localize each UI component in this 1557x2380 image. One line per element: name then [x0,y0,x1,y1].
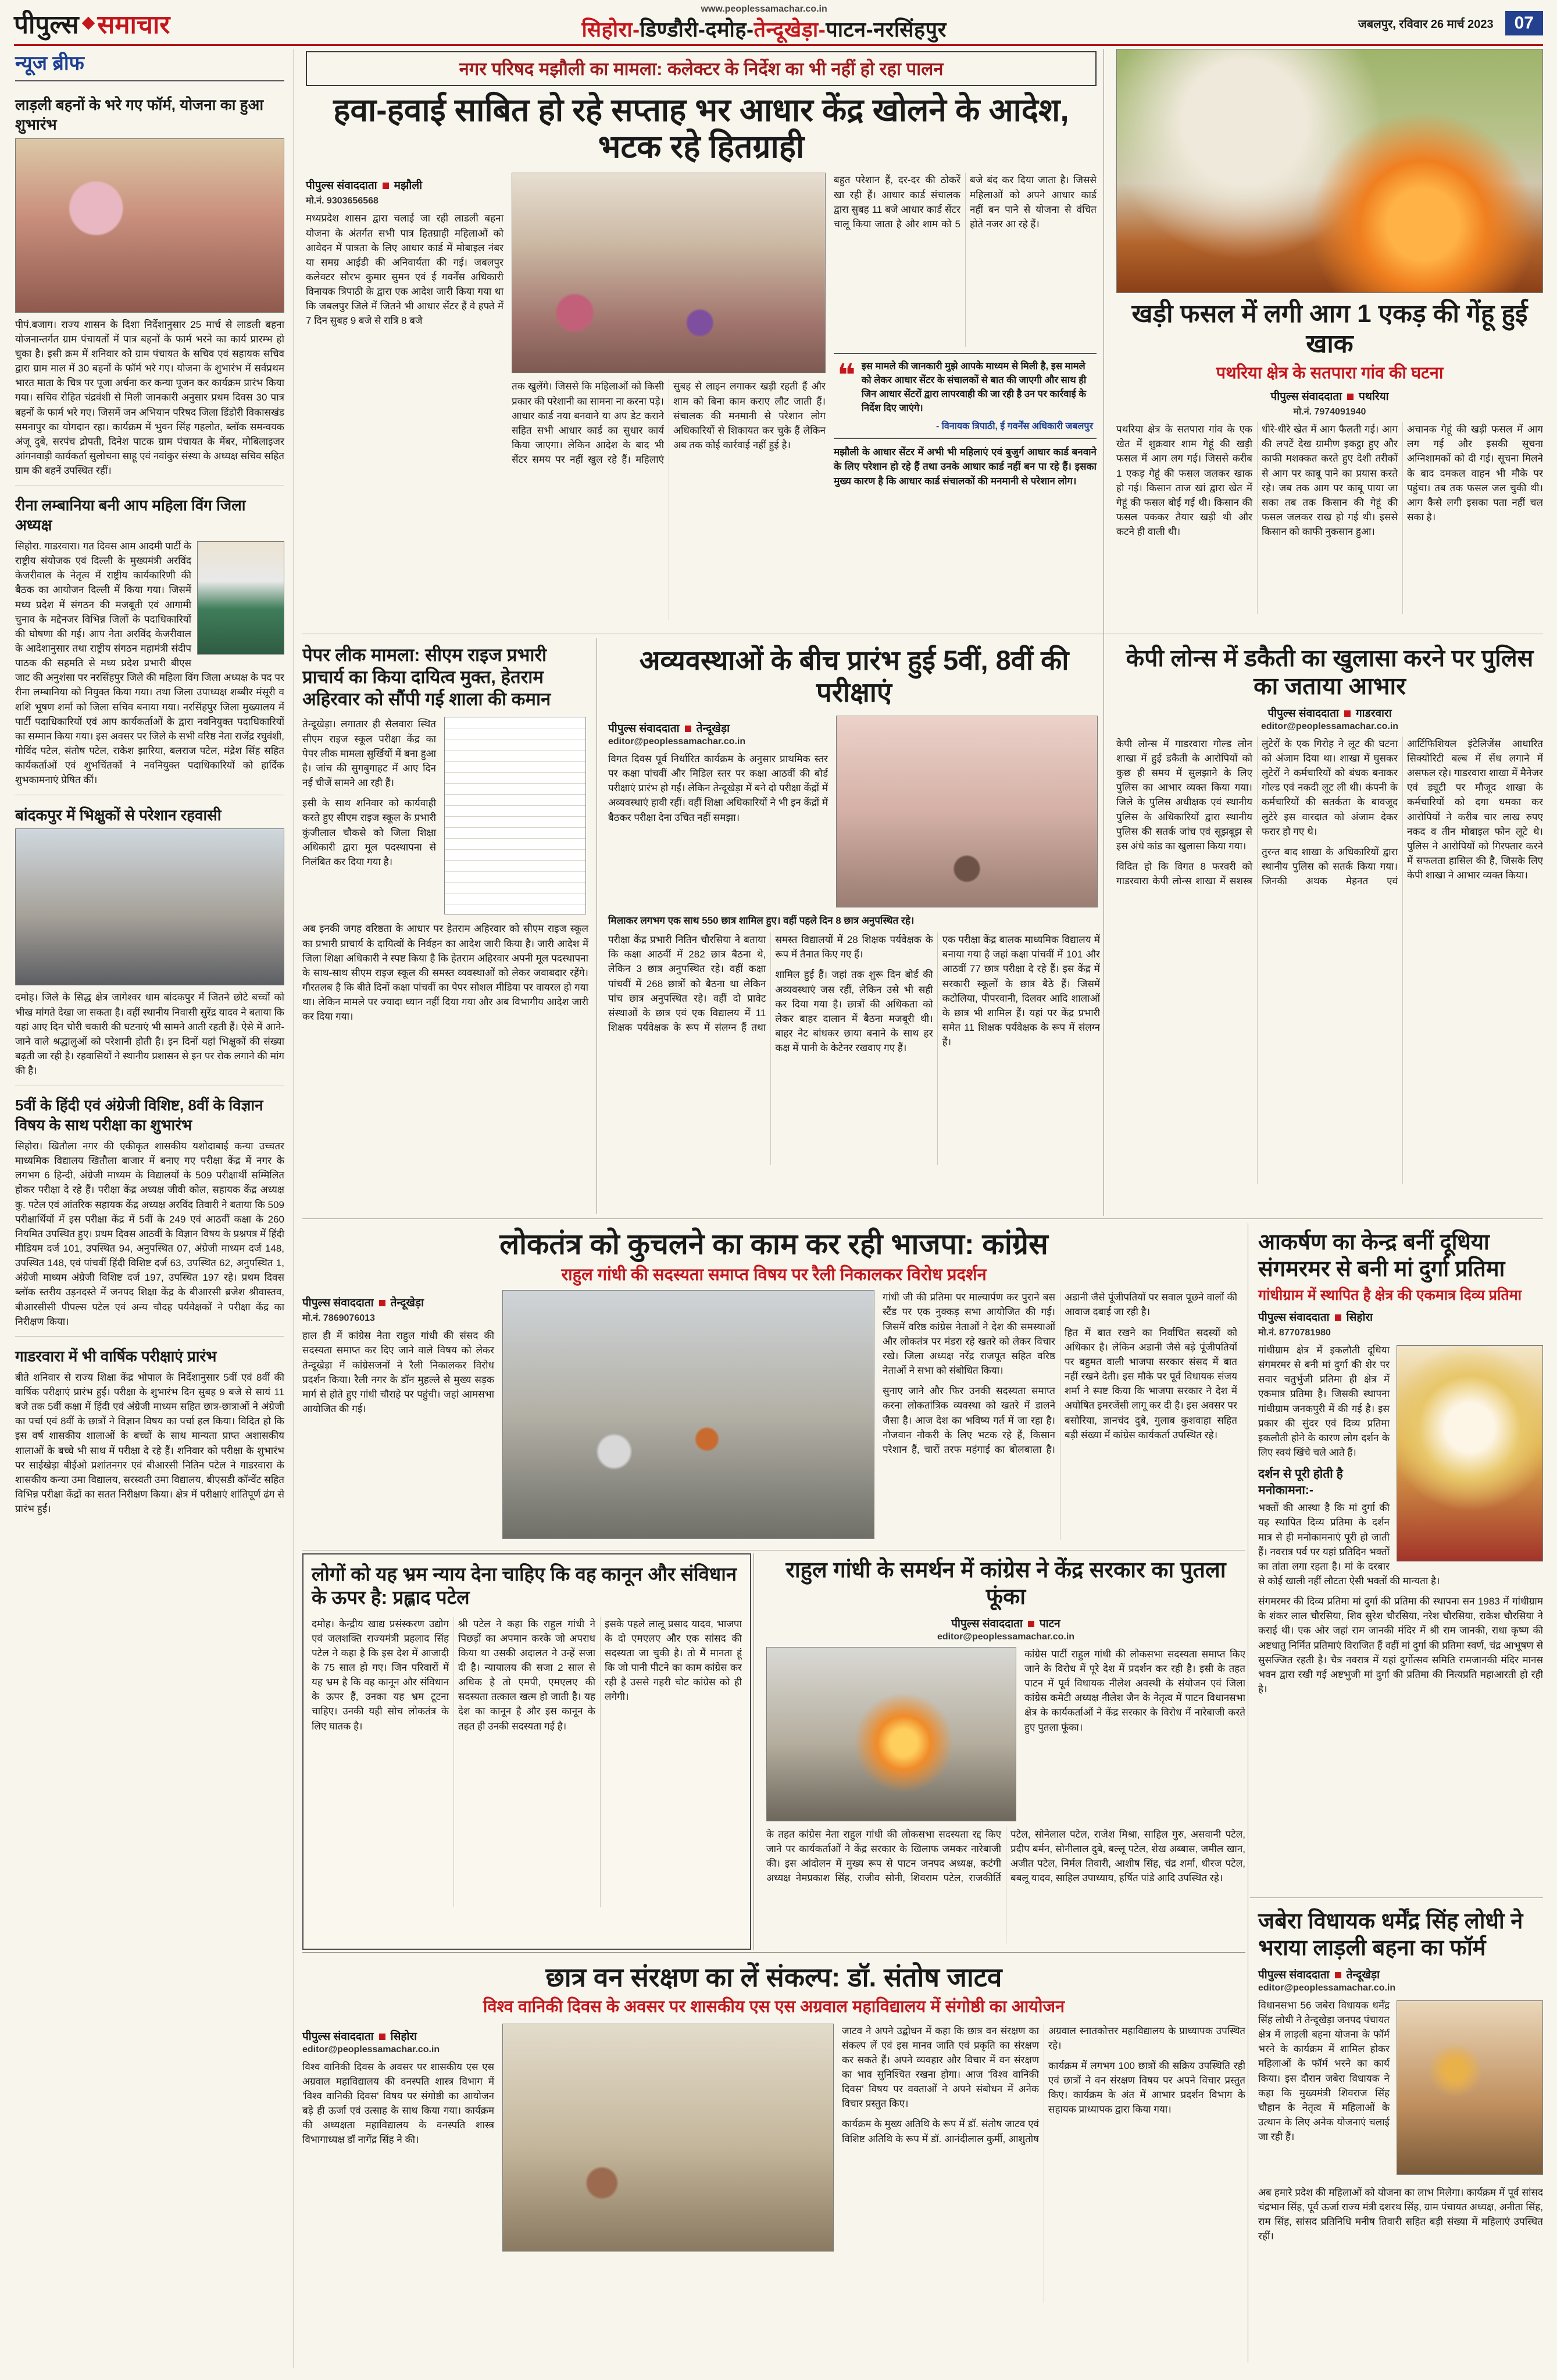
body-text: बीते शनिवार से राज्य शिक्षा केंद्र भोपाल के निर्देशानुसार 5वीं एवं 8वीं की वार्षिक परीक्षाएं प्रारंभ हुईं। परीक्षा के शुभारंभ दिन सुबह 9 बजे से सायं 11 बजे तक 5वीं कक्षा में हिंदी एवं अंग्रेजी माध्यम सहित छात्र-छात्राओं ने अंग्रेजी का पर्चा एवं 8वीं के छात्रों ने विज्ञान विषय का पर्चा हल किया। विदित हो कि इस वर्ष शासकीय शालाओं के बच्चों के साथ मान्यता प्राप्त अशासकीय शालाओं के बच्चे भी साथ में परीक्षा दे रहे हैं। शनिवार को परीक्षा के शुभारंभ पर साईखेड़ा बीईओ प्रशांतनगर एवं बीआरसी नितिन पटेल ने गाडरवारा के शासकीय कन्या उमा विद्यालय, सरस्वती उमा विद्यालय, बीएसडी कॉन्वेंट सहित विभिन्न परीक्षा केंद्रों का सतत निरीक्षण किया। क्षेत्र में परीक्षाएं शांतिपूर्ण ढंग से प्रारंभ हुईं। [15,1371,284,1515]
fire-headline: खड़ी फसल में लगी आग 1 एकड़ की गेंहू हुई खाक [1131,299,1528,358]
byline-location: गाडरवारा [1355,707,1392,720]
fire-body [1116,422,1543,614]
body-text: इसी के साथ शनिवार को कार्यवाही करते हुए सीएम राइज स्कूल के प्रभारी कुंजीलाल चौकसे को जिला शिक्षा अधिकारी द्वारा मूल पदस्थापना से निलंबित कर दिया गया है। [302,798,436,867]
durga-headline: आकर्षण का केन्द्र बनीं दूधिया संगमरमर से बनी मां दुर्गा प्रतिमा [1258,1230,1505,1282]
section-title: न्यूज ब्रीफ [15,49,284,81]
byline-location: सिहोरा [1346,1311,1373,1324]
logo-text-second: समाचार [97,10,170,39]
body-text: भक्तों की आस्था है कि मां दुर्गा की यह स्थापित दिव्य प्रतिमा के दर्शन मात्र से ही मनोकामनाएं पूरी हो जाती हैं। नवरात्र पर्व पर यहां प्रतिदिन भक्तों का तांता लगा रहता है। मां के दरबार से कोई खाली नहीं लौटता ऐसी भक्तों की मान्यता है। [1258,1502,1440,1586]
brief-headline: गाडरवारा में भी वार्षिक परीक्षाएं प्रारंभ [15,1347,217,1365]
body-text: श्री पटेल ने कहा कि राहुल गांधी ने पिछड़ों का अपमान करके जो अपराध किया था उसकी अदालत ने उन्हें सजा दी है। न्यायालय की सजा 2 साल से अधिक है तो एमपी, एमएलए की सदस्यता तत्काल खत्म हो जाती है। यह देश का कानून है और इस कानून के तहत ही उनकी सदस्यता गई है। [458,1618,595,1732]
body-text: दमोह। जिले के सिद्ध क्षेत्र जागेश्वर धाम बांदकपुर में जितने छोटे बच्चों को भीख मांगते देखा जा सकता है। वहीं स्थानीय निवासी सुरेंद्र यादव ने बताया कि यहां आए दिन चोरी चकारी की घटनाएं भी सामने आती रहती हैं। ऐसे में आने-जाने वाले श्रद्धालुओं को परेशानी होती है। इन दिनों यहां भिक्षुकों की संख्या बढ़ती जा रही है। रहवासियों ने स्थानीय प्रशासन से इन पर रोक लगाने की मांग की है। [15,992,284,1077]
body-text: विदित हो कि विगत 8 फरवरी को गाडरवारा केपी लोन्स शाखा में सशस्त्र लुटेरों के एक गिरोह ने लूट की घटना को अंजाम दिया था। शाखा में घुसकर लुटेरों ने कर्मचारियों को बंधक बनाकर गोल्ड एवं नकदी लूट ली थी। कंपनी के कर्मचारियों की सतर्कता के बावजूद लुटेरे इस वारदात को अंजाम देकर फरार हो गए थे। [1116,738,1398,887]
photo-suspension-order-letter [444,717,586,914]
brief-headline: रीना लम्बानिया बनी आप महिला विंग जिला अध्यक्ष [15,496,246,534]
byline-location: तेन्दूखेड़ा [1346,1968,1380,1981]
location-label: नरसिंहपुर [873,17,947,41]
newspaper-logo [14,6,170,41]
brief-article-bandakpur [15,795,284,1086]
lead-under-photo-text [512,379,826,620]
lead-headline: हवा-हवाई साबित हो रहे सप्ताह भर आधार केंद्र खोलने के आदेश, भटक रहे हितग्राही [333,92,1069,165]
body-text: पीपं.बजाग। राज्य शासन के दिशा निर्देशानुसार 25 मार्च से लाडली बहना योजनान्तर्गत ग्राम पंचायतों में पात्र बहनों के फार्म भरने का कार्य प्रारम्भ हो चुका है। इसी क्रम में शनिवार को ग्राम पंचायत के सचिव एवं सहायक सचिव द्वारा ग्राम माल में 30 बहनों के फॉर्म भरे गए। योजना के शुभारंभ में सर्वप्रथम भारत माता के चित्र पर पूजा अर्चना कर कन्या पूजन कर कार्यक्रम प्रारंभ किया गया। सचिव रोहित चंद्रवंशी से मिली जानकारी अनुसार प्रथम दिवस 30 पात्र बहनों के फार्म भरे गए। जिसमें जन अभियान परिषद जिला डिंडोरी विकासखंड समनापुर का योगदान रहा। कार्यक्रम में भुवन सिंह गहलोत, ब्लॉक समन्वयक अंजू दुबे, सरपंच द्रोपती, दिनेश पाटक ग्राम पंचायत के मेंबर, मोबिलाइजर आंगनवाड़ी कार्यकर्ता सुलोचना साहू एवं नवांकुर संस्था के अध्यक्ष सचिव सहित ग्राम की बहनें उपस्थित रहीं। [15,319,284,477]
byline [1116,388,1543,403]
byline [1258,1967,1543,1982]
democracy-col-1 [302,1290,494,1540]
exams-body [608,932,1100,1165]
logo-text-first: पीपुल्स [14,10,79,39]
byline [766,1616,1245,1631]
body-text: संगमरमर की दिव्य प्रतिमा मां दुर्गा की प्रतिमा की स्थापना सन 1983 में गांधीग्राम के शंकर लाल चौरसिया, शिव सुरेश चौरसिया, नरेश चौरसिया, राकेश चौरसिया ने कराई थी। एक ओर जहां राम जानकी मंदिर में श्री राम जानकी, राधा कृष्ण की अष्टधातु निर्मित प्रतिमाएं विराजित हैं वहीं मां दुर्गा की प्रतिमा स्वर्ण, चंद्र आभूषण से सुसज्जित रहती है। चैत्र नवरात्र में यहां दुर्गोत्सव समिति रामजानकी मंदिर मानस भवन द्वारा रखी गई अष्टभुजी मां दुर्गा की प्रतिमा की नित्यप्रति महाआरती हो रही है। [1258,1596,1543,1695]
effigy-headline: राहुल गांधी के समर्थन में कांग्रेस ने केंद्र सरकार का पुतला फूंका [785,1558,1226,1610]
paperleak-headline: पेपर लीक मामला: सीएम राइज प्रभारी प्राचार्य का किया दायित्व मुक्त, हेतराम अहिरवार को सौंपी गई शाला की कमान [302,645,551,709]
durga-body-top [1258,1343,1543,1588]
photo-aadhaar-center-crowd [512,173,826,373]
durga-idol-article [1250,1223,1543,1896]
body-text: कार्यक्रम के मुख्य अतिथि के रूप में डॉ. संतोष जाटव एवं विशिष्ट अतिथि के रूप में डॉ. आनंदीलाल कुर्मी, आशुतोष अग्रवाल स्नातकोत्तर महाविद्यालय के प्राध्यापक उपस्थित रहे। [842,2025,1245,2145]
photo-effigy-burning [766,1647,1016,1821]
fire-subhead: पथरिया क्षेत्र के सतपारा गांव की घटना [1216,363,1444,383]
byline-reporter: पीपुल्स संवाददाता [1267,707,1339,720]
divider [1250,1897,1543,1898]
masthead-divider [14,44,1543,46]
kp-loans-article [1108,638,1543,1215]
quote-icon: ❝ [837,358,856,394]
byline-square-icon [1335,1314,1341,1321]
byline-contact: मो.नं. 7974091940 [1293,407,1366,417]
durga-inset-title: दर्शन से पूरी होती है मनोकामना:- [1258,1467,1343,1498]
byline-reporter: पीपुल्स संवाददाता [306,180,377,192]
body-text: विधानसभा 56 जबेरा विधायक धर्मेंद्र सिंह लोधी ने तेन्दूखेड़ा जनपद पंचायत क्षेत्र में लाड़ली बहना योजना के फॉर्म भरने के कार्यक्रम में शामिल होकर महिलाओं के फॉर्म भरने का कार्य किया। इस दौरान जबेरा विधायक ने कहा कि मुख्यमंत्री शिवराज सिंह चौहान के नेतृत्व में महिलाओं के उत्थान के लिए अनेक योजनाएं चलाई जा रही हैं। [1258,1999,1390,2143]
byline-square-icon [1344,710,1351,717]
divider [753,1553,754,1950]
forest-headline: छात्र वन संरक्षण का लें संकल्प: डॉ. संतोष जाटव [545,1962,1002,1992]
logo-mark-icon [81,17,95,30]
byline-reporter: पीपुल्स संवाददाता [302,2030,374,2043]
body-text: बहुत परेशान हैं, दर-दर की ठोकरें खा रही हैं। आधार कार्ड संचालक द्वारा सुबह 11 बजे आधार कार्ड सेंटर चालू किया जाता है और शाम को 5 बजे बंद कर दिया जाता है। जिससे महिलाओं को अपने आधार कार्ड नहीं बन पाने से योजना से वंचित होते नजर आ रहे हैं। [834,174,1097,230]
body-text: अचानक गेहूं की खड़ी फसल में आग लग गई और इसकी सूचना अग्निशामकों को दी गई। सूचना मिलने के बाद दमकल वाहन भी मौके पर पहुंचा। तब तक फसल जल चुकी थी। आग कैसे लगी इसका पता नहीं चल सका है। [1407,424,1543,523]
fire-article [1108,49,1543,631]
patel-body [312,1617,742,1907]
body-text: विगत दिवस पूर्व निर्धारित कार्यक्रम के अनुसार प्राथमिक स्तर पर कक्षा पांचवीं और मिडिल स्तर पर कक्षा आठवीं की बोर्ड परीक्षाएं प्रारंभ हो गईं। लेकिन तेन्दूखेड़ा में बने दो परीक्षा केंद्रों में अव्यवस्थाएं हावी रहीं। वहीं शिक्षा अधिकारियों ने भी इन केंद्रों में बैठकर परीक्षा देना उचित नहीं समझा। [608,753,828,823]
body-text: एक परीक्षा केंद्र बालक माध्यमिक विद्यालय में बनाया गया है जहां कक्षा पांचवीं में 101 और आठवीं 77 छात्र परीक्षा दे रहे हैं। इस केंद्र में सरकारी स्कूलों के छात्र बैठे हैं। जिसमें कटोलिया, पीपरवानी, दिलवर आदि शालाओं के छात्र भी शामिल हैं। यहां पर केंद्र प्रभारी समेत 11 शिक्षक पर्यवेक्षक के रूप में संलग्न हैं। [942,934,1100,1048]
byline-location: पाटन [1039,1617,1060,1630]
masthead-center [181,4,1347,43]
byline-location: सिहोरा [390,2030,417,2043]
durga-subhead: गांधीग्राम में स्थापित है क्षेत्र की एकमात्र दिव्य प्रतिमा [1258,1287,1522,1303]
democracy-subhead: राहुल गांधी की सदस्यता समाप्त विषय पर रैली निकालकर विरोध प्रदर्शन [561,1266,987,1284]
body-text: गांधी जी की प्रतिमा पर माल्यार्पण कर पुराने बस स्टैंड पर एक नुक्कड़ सभा आयोजित की गई। जिसमें वरिष्ठ कांग्रेस नेताओं ने देश की समस्याओं और लोकतंत्र पर मंडरा रहे खतरे को लेकर विचार रखे। जिला अध्यक्ष नरेंद्र राजपूत सहित वरिष्ठ नेताओं ने सभा को संबोधित किया। [883,1292,1055,1377]
body-text: गांधीग्राम क्षेत्र में इकलौती दूधिया संगमरमर से बनी मां दुर्गा की शेर पर सवार चतुर्भुजी प्रतिमा ही क्षेत्र में एकमात्र प्रतिमा है। जिसकी स्थापना गांधीग्राम जनकपुरी में की गई है। इस प्रकार की सुंदर एवं दिव्य प्रतिमा इकलौती होने के कारण लोग दर्शन के लिए स्वयं खिंचे चले आते हैं। [1258,1344,1390,1459]
news-brief-column [14,49,294,2368]
body-text: सुनाए जाने और फिर उनकी सदस्यता समाप्त करना लोकतांत्रिक व्यवस्था को खतरे में डालने जैसा है। आज देश का भविष्य गर्त में जा रहा है। नौजवान नौकरी के लिए भटक रहे हैं, किसान परेशान हैं, चारों तरफ महंगाई का बोलबाला है। अडानी जैसे पूंजीपतियों पर सवाल पूछने वालों की आवाज दबाई जा रही है। [883,1292,1237,1455]
body-text: कांग्रेस पार्टी राहुल गांधी की लोकसभा सदस्यता समाप्त किए जाने के विरोध में पूरे देश में प्रदर्शन कर रही है। इसी के तहत पाटन में पूर्व विधायक नीलेश अवस्थी के संयोजन एवं जिला कांग्रेस कमेटी अध्यक्ष नीलेश जैन के नेतृत्व में पाटन विधानसभा क्षेत्र के कार्यकर्ताओं ने केंद्र सरकार के विरोध में नारेबाजी करते हुए पुतला फूंका। [1024,1648,1245,1733]
website-url: www.peoplessamachar.co.in [701,3,827,14]
body-text: तुरन्त बाद शाखा के अधिकारियों द्वारा स्थानीय पुलिस को सतर्क किया गया। जिनकी अथक मेहनत एवं आर्टिफिशियल इंटेलिजेंस आधारित सिक्योरिटी बल्ब में सेंध लगाने में असफल रहे। गाडरवारा शाखा में मैनेजर एवं ड्यूटी पर मौजूद शाखा के कर्मचारियों को दगा धमका कर आरोपियों ने करीब चार लाख रुपए नकद व तीन मोबाइल फोन लूटे थे। पुलिस ने आरोपियों को गिरफ्तार करने में सफलता हासिल की है, जिसके लिए केपी शाखा ने आभार व्यक्त किया। [1262,738,1543,887]
divider [302,1952,1245,1953]
byline-contact: editor@peoplessamachar.co.in [1260,721,1399,731]
official-quote-box [834,353,1097,439]
byline-contact: editor@peoplessamachar.co.in [608,736,746,746]
byline-reporter: पीपुल्स संवाददाता [951,1617,1023,1630]
photo-congress-rally [502,1290,874,1539]
byline [302,1295,494,1310]
body-text: सिहोरा. गाडरवारा। गत दिवस आम आदमी पार्टी के राष्ट्रीय संयोजक एवं दिल्ली के मुख्यमंत्री अरविंद केजरीवाल के नेतृत्व में राष्ट्रीय कार्यकारिणी की बैठक का आयोजन दिल्ली में किया गया। जिसमें मध्य प्रदेश में संगठन की मजबूती एवं आगामी चुनाव के मद्देनजर विभिन्न जिलों के पदाधिकारियों की घोषणा की गई। आप नेता अरविंद केजरीवाल के आदेशानुसार तथा राष्ट्रीय संगठन महामंत्री संदीप पाठक की सहमति से मध्य प्रदेश प्रभारी बीएस जाट की अनुशंसा पर नरसिंहपुर जिले की महिला विंग जिला अध्यक्ष के पद पर रीना लम्बानिया को नियुक्त किया गया। तथा जिला उपाध्यक्ष शब्बीर मंसूरी व शशि भूषण शर्मा को जिला सचिव बनाया गया। नरसिंहपुर जिला मुख्यालय में पार्टी पदाधिकारियों एवं आप कार्यकर्ताओं के द्वारा नवनियुक्त पदाधिकारियों का सम्मान किया गया। इस अवसर पर जिले के सभी वरिष्ठ नेता राजेंद्र रघुवंशी, गोविंद पटेल, संतोष पटेल, राकेश झारिया, बलराज पटेल, मंद्रेश सिंह सहित कार्यकर्ताओं एवं शुभचिंतकों ने नवनियुक्त पदाधिकारियों को हार्दिक शुभकामनाएं प्रेषित कीं। [15,540,284,786]
byline-reporter: पीपुल्स संवाददाता [1270,391,1342,403]
photo-bandakpur-street [15,828,284,985]
byline-square-icon [1028,1621,1034,1627]
exams-article [600,638,1100,1215]
byline [608,720,828,735]
photo-ladli-form-event [15,138,284,313]
body-text: मझौली के आधार सेंटर में अभी भी महिलाएं एवं बुजुर्ग आधार कार्ड बनवाने के लिए परेशान हो रहे हैं तथा उनके आधार कार्ड नहीं बन पा रहे हैं। इसका मुख्य कारण है कि आधार कार्ड संचालकों की मनमानी से परेशान लोग। [834,446,1097,487]
quote-text: इस मामले की जानकारी मुझे आपके माध्यम से मिली है, इस मामले को लेकर आधार सेंटर के संचालकों से बात की जाएगी और साथ ही जिन आधार सेंटरों द्वारा लापरवाही की जा रही है उन पर कार्रवाई के निर्देश दिए जाएंगे। [861,361,1087,414]
lead-photo-column [512,173,826,620]
patel-headline: लोगों को यह भ्रम न्याय देना चाहिए कि वह कानून और संविधान के ऊपर है: प्रह्लाद पटेल [312,1563,737,1609]
exams-col-1 [608,716,828,907]
photo-jabera-form-filling [1397,2000,1543,2175]
byline [1258,1309,1543,1324]
democracy-right-text [883,1290,1237,1540]
body-text: तेन्दूखेड़ा। लगातार ही सैलवारा स्थित सीएम राइज स्कूल परीक्षा केंद्र का पेपर लीक मामला सुर्खियों में बना हुआ है। जांच की सुगबुगाहट में आए दिन नई चीजें सामने आ रही हैं। [302,719,436,789]
location-label: डिण्डौरी- [640,17,706,41]
democracy-rally-article [302,1223,1245,1549]
body-text: कार्यक्रम में लगभग 100 छात्रों की सक्रिय उपस्थिति रही एवं छात्रों ने वन संरक्षण विषय पर अपने विचार प्रस्तुत किए। कार्यक्रम के अंत में आभार प्रदर्शन विभाग के सहायक प्राध्यापक द्वारा किया गया। [1048,2060,1245,2115]
divider [302,1218,1543,1219]
patel-statement-article [302,1553,751,1950]
photo-exam-hall [836,716,1098,907]
byline-location: मझौली [394,180,423,192]
body-text: पथरिया क्षेत्र के सतपारा गांव के एक खेत में शुक्रवार शाम गेहूं की खड़ी फसल में आग लग गई। जिससे करीब 1 एकड़ गेहूं की फसल जलकर खाक हो गई। किसान ताज खां द्वारा खेत में गेहूं की फसल बोई गई थी। किसान की फसल पककर तैयार खड़ी थी और कटने ही वाली थी। [1116,424,1252,538]
body-text: हाल ही में कांग्रेस नेता राहुल गांधी की संसद की सदस्यता समाप्त कर दिए जाने वाले विषय को लेकर तेन्दूखेड़ा में कांग्रेसजनों ने रैली निकालकर विरोध प्रदर्शन किया। रैली नगर के डॉन मुहल्ले से मुख्य सड़क मार्ग से होते हुए गांधी चौराहे पर पहुंची। जहां आमसभा आयोजित की गई। [302,1330,494,1415]
byline-contact: मो.नं. 8770781980 [1258,1327,1331,1338]
forest-right-text [842,2024,1245,2303]
paper-leak-article [302,638,592,1215]
byline [306,177,503,192]
effigy-body [766,1827,1245,1943]
byline-square-icon [685,726,691,732]
body-text: परीक्षा केंद्र प्रभारी नितिन चौरसिया ने बताया कि कक्षा आठवीं में 282 छात्र बैठना थे, लेकिन 3 छात्र अनुपस्थित रहे। वहीं कक्षा पांचवीं में 268 छात्रों को बैठना था लेकिन पांच छात्र अनुपस्थित रहे। वहीं दो प्रावेट संस्थाओं के छात्र एवं एक विद्यालय में 11 शिक्षक पर्यवेक्षक के रूप में संलग्न हैं तथा समस्त विद्यालयों में 28 शिक्षक पर्यवेक्षक के रूप में तैनात किए गए हैं। [608,934,933,1033]
effigy-article [758,1553,1245,1950]
brief-article-gadarwara-exam [15,1336,284,1523]
jabera-body-top [1258,1998,1543,2179]
jabera-headline: जबेरा विधायक धर्मेंद्र सिंह लोधी ने भराया लाड़ली बहना का फॉर्म [1258,1909,1523,1961]
democracy-headline: लोकतंत्र को कुचलने का काम कर रही भाजपा: कांग्रेस [499,1228,1048,1260]
brief-headline: लाड़ली बहनों के भरे गए फॉर्म, योजना का हुआ शुभारंभ [15,96,264,133]
byline-square-icon [379,1300,385,1306]
byline-contact: editor@peoplessamachar.co.in [302,2044,440,2054]
body-text: दमोह। केन्द्रीय खाद्य प्रसंस्करण उद्योग एवं जलशक्ति राज्यमंत्री प्रहलाद सिंह पटेल ने कहा है कि इस देश में आजादी के 75 साल हो गए। जिन परिवारों में यह भ्रम है कि वह कानून और संविधान के ऊपर हैं, उनका यह भ्रम टूटना चाहिए। उनकी यही सोच लोकतंत्र के लिए घातक है। [312,1618,449,1732]
byline [1116,705,1543,720]
forest-col-1 [302,2024,494,2303]
byline-square-icon [1335,1972,1341,1978]
body-text: शामिल हुई हैं। जहां तक शुरू दिन बोर्ड की अव्यवस्थाएं जस रहीं, लेकिन उसे भी सही कर दिया गया है। छात्रों की अधिकता को लेकर बाहर दालान में बैठना मजबूरी थी। बाहर नेट बांधकर छाया बनाने के साथ हर कक्ष में पानी के केटेनर रखवाए गए हैं। [775,969,933,1054]
lead-col-1 [306,173,503,620]
photo-reena-portrait [197,541,284,655]
location-label: सिहोरा- [581,17,640,41]
body-text: तक खुलेंगे। जिससे कि महिलाओं को किसी प्रकार की परेशानी का सामना ना करना पड़े। आधार कार्ड नया बनवाने या अप डेट कराने सहित सभी आधार कार्ड का सुधार कार्य किया जाएगा। लेकिन आदेश के बाद भी सेंटर समय पर नहीं खुल रहे हैं। महिलाएं सुबह से लाइन लगाकर खड़ी रहती हैं और शाम को बिना काम कराए लौट जाती हैं। संचालक की मनमानी से परेशान लोग अधिकारियों से शिकायत कर चुके हैं लेकिन अब तक कोई कार्रवाई नहीं हुई है। [512,381,826,466]
body-text: केपी लोन्स में गाडरवारा गोल्ड लोन शाखा में हुई डकैती के आरोपियों को कुछ ही समय में सुलझाने के लिए पुलिस का आभार व्यक्त किया गया। जिले के पुलिस अधीक्षक एवं स्थानीय पुलिस के अधिकारियों द्वारा स्थानीय पुलिस की सतर्क जांच एवं सूझबूझ से इस अंधे कांड का खुलासा किया गया। [1116,738,1252,852]
body-text: हित में बात रखने का निर्वाचित सदस्यों को अधिकार है। लेकिन अडानी जैसे बड़े पूंजीपतियों पर बहुमत वाली भाजपा सरकार संसद में बात नहीं रखने देती। इस मौके पर पूर्व विधायक संजय शर्मा ने स्पष्ट किया कि भाजपा सरकार ने देश में अघोषित इमरजेंसी लागू कर दी है। इस अवसर पर बसोरिया, ज्ञानचंद दुबे, गुलाब कुशवाहा सहित बड़ी संख्या में कांग्रेस कार्यकर्ता उपस्थित रहे। [1065,1327,1237,1441]
lead-article [302,49,1100,631]
jabera-mla-article [1250,1902,1543,2363]
body-text: विश्व वानिकी दिवस के अवसर पर शासकीय एस एस अग्रवाल महाविद्यालय की वनस्पति शास्त्र विभाग में 'विश्व वानिकी दिवस' विषय पर संगोष्ठी का आयोजन बड़े ही ऊर्जा एवं उत्साह के साथ किया गया। कार्यक्रम की अध्यक्षता महाविद्यालय के वनस्पति शास्त्र विभागाध्यक्ष डॉ नागेंद्र सिंह ने की। [302,2061,494,2146]
photo-fire-field [1116,49,1543,293]
location-label: दमोह- [705,17,754,41]
byline-reporter: पीपुल्स संवाददाता [1258,1311,1330,1324]
byline-contact: मो.नं. 9303656568 [306,196,378,206]
masthead [14,3,1543,41]
photo-durga-idol [1397,1345,1543,1561]
dateline: जबलपुर, रविवार 26 मार्च 2023 [1358,17,1494,31]
kp-headline: केपी लोन्स में डकैती का खुलासा करने पर पुलिस का जताया आभार [1126,645,1534,700]
page-number: 07 [1505,11,1543,35]
byline-location: पथरिया [1359,391,1389,403]
quote-content [862,360,1093,432]
forest-subhead: विश्व वानिकी दिवस के अवसर पर शासकीय एस एस अग्रवाल महाविद्यालय में संगोष्ठी का आयोजन [483,1997,1065,2017]
byline [302,2028,494,2043]
byline-square-icon [1347,394,1354,400]
photo-caption: मिलाकर लगभग एक साथ 550 छात्र शामिल हुए। वहीं पहले दिन 8 छात्र अनुपस्थित रहे। [608,914,915,926]
kicker: नगर परिषद मझौली का मामला: कलेक्टर के निर्देश का भी नहीं हो रहा पालन [306,51,1097,86]
brief-article-exam-sihora [15,1085,284,1336]
body-text: के तहत कांग्रेस नेता राहुल गांधी की लोकसभा सदस्यता रद्द किए जाने पर कार्यकर्ताओं ने केंद्र सरकार के खिलाफ जमकर नारेबाजी की। इस आंदोलन में मुख्य रूप से पाटन जनपद अध्यक्ष, कटंगी अध्यक्ष नेमप्रकाश सिंह, राजीव सोनी, शिवराम पटेल, राजकीर्ति पटेल, सोनेलाल पटेल, राजेश मिश्रा, साहिल गुरु, असवानी पटेल, प्रदीप बर्मन, सोनीलाल दुबे, बल्लू पटेल, शेख अब्बास, जमील खान, अजीत पटेल, निर्मल तिवारी, आशीष सिंह, चंद्र शर्मा, धीरज पटेल, बबलू यादव, साहिल उपाध्याय, हर्षित पांडे आदि उपस्थित रहे। [766,1828,1245,1884]
location-label: तेन्दूखेड़ा- [753,17,826,41]
body-text: जाटव ने अपने उद्बोधन में कहा कि छात्र वन संरक्षण का संकल्प लें एवं इस मानव जाति एवं प्रकृति का संरक्षण कर सकते हैं। अपने व्यवहार और विचार में वन संरक्षण का भाव सुनिश्चित रखना होगा। आज 'विश्व वानिकी दिवस' विषय पर वक्ताओं ने अपने संबोधन में अनेक विचार प्रस्तुत किए। [842,2025,1039,2110]
paperleak-col-1 [302,717,436,914]
body-text: इसके पहले लालू प्रसाद यादव, भाजपा के दो एमएलए और एक सांसद की सदस्यता जा चुकी है। तो मैं मानता हूं कि जो पानी पीटने का काम कांग्रेस कर रही है उससे गहरी चोट कांग्रेस को ही लगेगी। [605,1618,742,1703]
brief-article-reena [15,485,284,795]
lead-right-text [834,173,1097,347]
byline-square-icon [383,183,389,189]
forest-seminar-article [302,1957,1245,2363]
byline-location: तेन्दूखेड़ा [696,722,730,735]
edition-locations [181,15,1347,43]
photo-forest-seminar [502,2024,834,2252]
body-text: अब इनकी जगह वरिष्ठता के आधार पर हेतराम अहिरवार को सीएम राइज स्कूल का प्रभारी प्राचार्य के दायित्वों के निर्वहन का आदेश जारी किया है। जारी आदेश में जिला शिक्षा अधिकारी ने स्पष्ट किया है कि हेतराम अहिरवार अपनी मूल पदस्थापना के साथ-साथ सीएम राइज स्कूल की समस्त व्यवस्थाओं को लेकर जवाबदार रहेंगे। गौरतलब है कि बीते दिनों कक्षा पांचवीं का पेपर सोशल मीडिया पर वायरल हो गया था। लेकिन मामले पर ज्यादा ध्यान नहीं दिया गया और अब विभागीय आदेश जारी कर दिया गया। [302,923,588,1023]
brief-headline: बांदकपुर में भिक्षुकों से परेशान रहवासी [15,806,222,824]
body-text: धीरे-धीरे खेत में आग फैलती गई। आग की लपटें देख ग्रामीण इकट्ठा हुए और काफी मशक्कत करते हुए देशी तरीकों से आग पर काबू पाने का प्रयास करते रहे। जब तक आग पर काबू पाया जा सका तब तक किसान की गेहूं की फसल जलकर राख हो गई थी। इससे किसान को काफी नुकसान हुआ। [1262,424,1398,538]
brief-headline: 5वीं के हिंदी एवं अंग्रेजी विशिष्ट, 8वीं के विज्ञान विषय के साथ परीक्षा का शुभारंभ [15,1096,263,1134]
byline-square-icon [379,2034,385,2040]
body-text: अब हमारे प्रदेश की महिलाओं को योजना का लाभ मिलेगा। कार्यक्रम में पूर्व सांसद चंद्रभान सिंह, पूर्व ऊर्जा राज्य मंत्री दशरथ सिंह, ग्राम पंचायत अध्यक्ष, अनीता सिंह, राम सिंह, सांसद प्रतिनिधि मनीष तिवारी सहित बड़ी संख्या में महिलाएं उपस्थित रहीं। [1258,2186,1543,2242]
exams-headline: अव्यवस्थाओं के बीच प्रारंभ हुई 5वीं, 8वीं की परीक्षाएं [639,645,1069,708]
body-text: सिहोरा। खितौला नगर की एकीकृत शासकीय यशोदाबाई कन्या उच्चतर माध्यमिक विद्यालय खितौला बाजार में बनाए गए परीक्षा केंद्र में नगर के लगभग 6 हिन्दी, अंग्रेजी माध्यम के विद्यालयों के 509 परीक्षार्थी सम्मिलित होकर परीक्षा दे रहे हैं। परीक्षा केंद्र अध्यक्ष जीवी कोल, सहायक केंद्र अध्यक्ष कु. पटेल एवं आंतरिक सहायक केंद्र अध्यक्ष अरविंद तिवारी ने बताया कि 509 परीक्षार्थियों में इस परीक्षा केंद्र में 5वीं के 249 एवं आठवीं कक्षा के 260 नियमित उपस्थित हुए। प्रथम दिवस आठवीं के विज्ञान विषय के प्रश्नपत्र में हिंदी मीडियम दर्ज 101, उपस्थित 94, अनुपस्थित 07, अंग्रेजी माध्यम दर्ज 148, उपस्थित 148, एवं पांचवीं हिंदी विशिष्ट दर्ज 63, उपस्थित 62, अनुपस्थित 1, अंग्रेजी माध्यम अंग्रेजी विशिष्ट दर्ज 197, उपस्थित 197 रहे। प्रथम दिवस ब्लॉक स्तरीय उड़नदस्ते में जनपद शिक्षा केंद्र के बीआरसी ब्रजेश श्रीवास्तव, बीआरसीसी पीपल्स पटेल एवं अन्य चौदह पर्यवेक्षकों ने परीक्षा केंद्र का निरीक्षण किया। [15,1140,284,1327]
body-text: मध्यप्रदेश शासन द्वारा चलाई जा रही लाडली बहना योजना के अंतर्गत सभी पात्र हितग्राही महिलाओं को आवेदन में पात्रता के लिए आधार कार्ड में मोबाइल नंबर या समग्र आईडी की अनिवार्यता की गई। जबलपुर कलेक्टर सौरभ कुमार सुमन एवं ई गवर्नेंस अधिकारी विनायक त्रिपाठी के द्वारा एक आदेश जारी किया गया था कि जबलपुर जिले में जितने भी आधार सेंटर हैं वे हफ्ते में 7 दिन सुबह 9 बजे से रात्रि 8 बजे [306,213,503,327]
lead-right-column [834,173,1097,620]
quote-attribution: - विनायक त्रिपाठी, ई गवर्नेंस अधिकारी जबलपुर [936,421,1093,432]
byline-reporter: पीपुल्स संवाददाता [608,722,680,735]
byline-contact: मो.नं. 7869076013 [302,1313,375,1324]
brief-article-ladli [15,85,284,485]
location-label: पाटन- [826,17,874,41]
byline-contact: editor@peoplessamachar.co.in [937,1631,1075,1642]
byline-reporter: पीपुल्स संवाददाता [1258,1968,1330,1981]
kp-body [1116,737,1543,1184]
byline-reporter: पीपुल्स संवाददाता [302,1297,374,1310]
byline-location: तेन्दूखेड़ा [390,1297,424,1310]
byline-contact: editor@peoplessamachar.co.in [1258,1982,1396,1993]
